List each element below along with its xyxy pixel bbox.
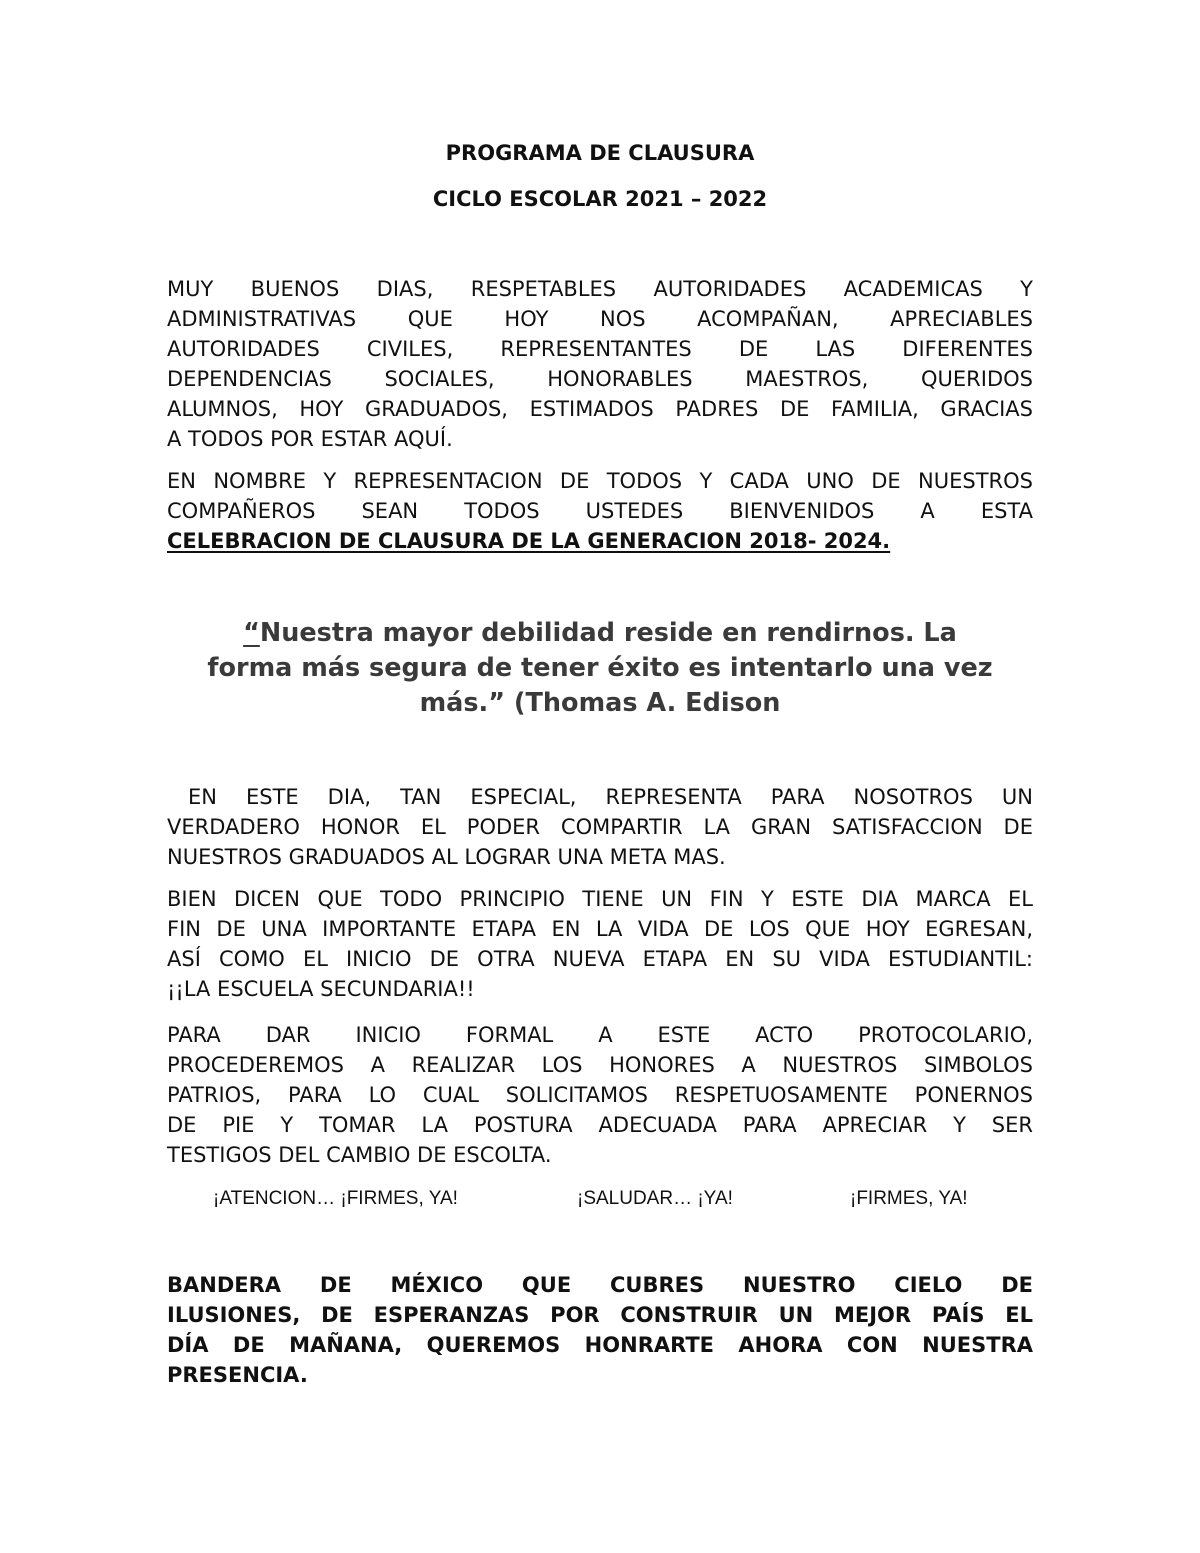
protocol-paragraph	[167, 1020, 1033, 1170]
document-subtitle: CICLO ESCOLAR 2021 – 2022	[432, 187, 768, 211]
principle-line: ¡¡LA ESCUELA SECUNDARIA!!	[167, 977, 475, 1001]
generation-celebration-highlight: CELEBRACION DE CLAUSURA DE LA GENERACION 2018- 2024.	[167, 529, 891, 553]
welcome-line: MUY BUENOS DIAS, RESPETABLES AUTORIDADES ACADEMICAS Y	[167, 277, 1033, 301]
flag-paragraph	[167, 1270, 1033, 1390]
welcome-line: A TODOS POR ESTAR AQUÍ.	[167, 427, 453, 451]
protocol-line: TESTIGOS DEL CAMBIO DE ESCOLTA.	[167, 1143, 552, 1167]
quote-line: más.” (Thomas A. Edison	[419, 688, 781, 718]
protocol-line: DE PIE Y TOMAR LA POSTURA ADECUADA PARA APRECIAR Y SER	[167, 1113, 1033, 1137]
principle-line: BIEN DICEN QUE TODO PRINCIPIO TIENE UN FIN Y ESTE DIA MARCA EL	[167, 887, 1033, 911]
special-day-line: NUESTROS GRADUADOS AL LOGRAR UNA META MAS.	[167, 845, 726, 869]
special-day-paragraph	[167, 782, 1033, 872]
representation-line: COMPAÑEROS SEAN TODOS USTEDES BIENVENIDOS A ESTA	[167, 499, 1033, 523]
flag-line: DÍA DE MAÑANA, QUEREMOS HONRARTE AHORA CON NUESTRA	[167, 1333, 1033, 1357]
flag-line: PRESENCIA.	[167, 1363, 308, 1387]
quote-line-text: Nuestra mayor debilidad reside en rendirnos. La	[259, 618, 957, 648]
principle-paragraph	[167, 884, 1033, 1004]
protocol-line: PARA DAR INICIO FORMAL A ESTE ACTO PROTOCOLARIO,	[167, 1023, 1033, 1047]
protocol-line: PROCEDEREMOS A REALIZAR LOS HONORES A NUESTROS SIMBOLOS	[167, 1053, 1033, 1077]
quote-line	[150, 616, 1050, 651]
principle-line: FIN DE UNA IMPORTANTE ETAPA EN LA VIDA DE LOS QUE HOY EGRESAN,	[167, 917, 1033, 941]
special-day-line: VERDADERO HONOR EL PODER COMPARTIR LA GRAN SATISFACCION DE	[167, 815, 1033, 839]
command-firm: ¡FIRMES, YA!	[850, 1188, 968, 1209]
escort-commands	[0, 1186, 1200, 1212]
welcome-line: ALUMNOS, HOY GRADUADOS, ESTIMADOS PADRES DE FAMILIA, GRACIAS	[167, 397, 1033, 421]
quote-open-mark: “	[243, 618, 260, 648]
quote-line: forma más segura de tener éxito es intentarlo una vez	[207, 653, 993, 683]
flag-line: BANDERA DE MÉXICO QUE CUBRES NUESTRO CIELO DE	[167, 1273, 1033, 1297]
special-day-line: EN ESTE DIA, TAN ESPECIAL, REPRESENTA PARA NOSOTROS UN	[188, 785, 1033, 809]
principle-line: ASÍ COMO EL INICIO DE OTRA NUEVA ETAPA EN SU VIDA ESTUDIANTIL:	[167, 947, 1033, 971]
representation-paragraph	[167, 466, 1033, 556]
edison-quote	[150, 616, 1050, 721]
welcome-line: AUTORIDADES CIVILES, REPRESENTANTES DE LAS DIFERENTES	[167, 337, 1033, 361]
document-title: PROGRAMA DE CLAUSURA	[445, 141, 755, 165]
welcome-line: ADMINISTRATIVAS QUE HOY NOS ACOMPAÑAN, APRECIABLES	[167, 307, 1033, 331]
flag-line: ILUSIONES, DE ESPERANZAS POR CONSTRUIR UN MEJOR PAÍS EL	[167, 1303, 1033, 1327]
representation-line: EN NOMBRE Y REPRESENTACION DE TODOS Y CADA UNO DE NUESTROS	[167, 469, 1033, 493]
welcome-paragraph	[167, 274, 1033, 454]
protocol-line: PATRIOS, PARA LO CUAL SOLICITAMOS RESPETUOSAMENTE PONERNOS	[167, 1083, 1033, 1107]
welcome-line: DEPENDENCIAS SOCIALES, HONORABLES MAESTROS, QUERIDOS	[167, 367, 1033, 391]
command-salute: ¡SALUDAR… ¡YA!	[577, 1188, 733, 1209]
command-attention: ¡ATENCION… ¡FIRMES, YA!	[213, 1188, 458, 1209]
